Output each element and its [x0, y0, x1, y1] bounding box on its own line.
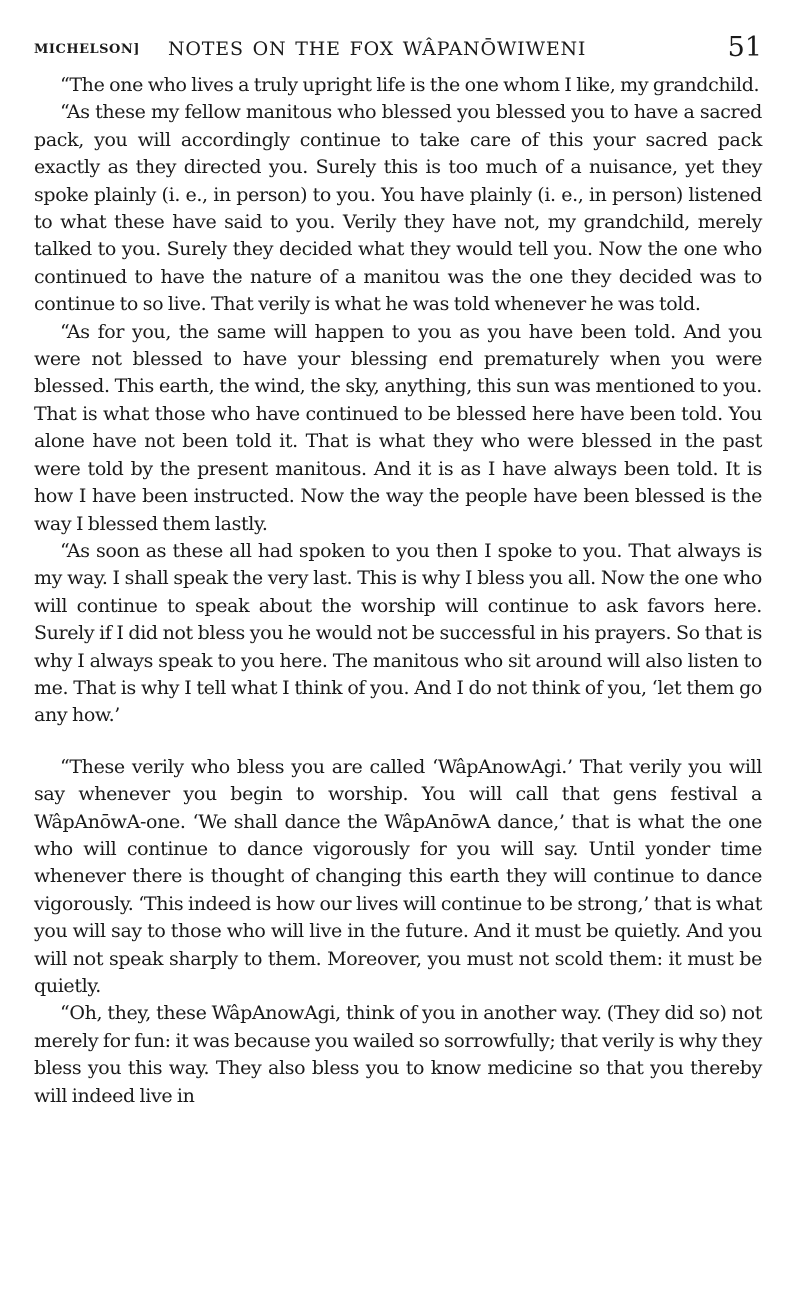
paragraph-4: “As soon as these all had spoken to you then I spoke to you. That always is my way. I shall speak the very last. This is why I bless you all. Now the one who will continue to speak about the worship will continue to ask favors here. Surely if I did not bless you he would not be successful in his prayers. So that is why I always speak to you here. The manitous who sit around will also listen to me. That is why I tell what I think of you. And I do not think of you, ‘let them go any how.’ [34, 539, 762, 727]
paragraph-5: “These verily who bless you are called ‘WâpAnowAgi.’ That verily you will say whenever you begin to worship. You will call that gens festival a WâpAnōwA-one. ‘We shall dance the WâpAnōwA dance,’ that is what the one who will continue to dance vigorously for you will say. Until yonder time whenever there is thought of changing this earth they will continue to dance vigorously. ‘This indeed is how our lives will continue to be strong,’ that is what you will say to those who will live in the future. And it must be quietly. And you will not speak sharply to them. Moreover, you must not scold them: it must be quietly. [34, 755, 762, 997]
document-page [34, 28, 762, 1110]
author-running-head: MICHELSON] [34, 42, 140, 57]
paragraph-gap [34, 730, 762, 754]
running-header [34, 28, 762, 72]
page-number: 51 [727, 32, 762, 63]
paragraph-3: “As for you, the same will happen to you as you have been told. And you were not blessed to have your blessing end prematurely when you were blessed. This earth, the wind, the sky, anything, this sun was mentioned to you. That is what those who have continued to be blessed here have been told. You alone have not been told it. That is what they who were blessed in the past were told by the present manitous. And it is as I have always been told. It is how I have been instructed. Now the way the people have been blessed is the way I blessed them lastly. [34, 320, 762, 535]
paragraph-2: “As these my fellow manitous who blessed you blessed you to have a sacred pack, you will accordingly continue to take care of this your sacred pack exactly as they directed you. Surely this is too much of a nuisance, yet they spoke plainly (i. e., in person) to you. You have plainly (i. e., in person) listened to what these have said to you. Verily they have not, my grandchild, merely talked to you. Surely they decided what they would tell you. Now the one who continued to have the nature of a manitou was the one they decided was to continue to so live. That verily is what he was told whenever he was told. [34, 101, 762, 316]
title-running-head: NOTES ON THE FOX WÂPANŌWIWENI [168, 38, 587, 60]
paragraph-6: “Oh, they, these WâpAnowAgi, think of you in another way. (They did so) not merely for fun: it was because you wailed so sorrowfully; that verily is why they bless you this way. They also bless you to know medicine so that you thereby will indeed live in [34, 1002, 762, 1107]
paragraph-1: “The one who lives a truly upright life is the one whom I like, my grandchild. [60, 74, 760, 96]
